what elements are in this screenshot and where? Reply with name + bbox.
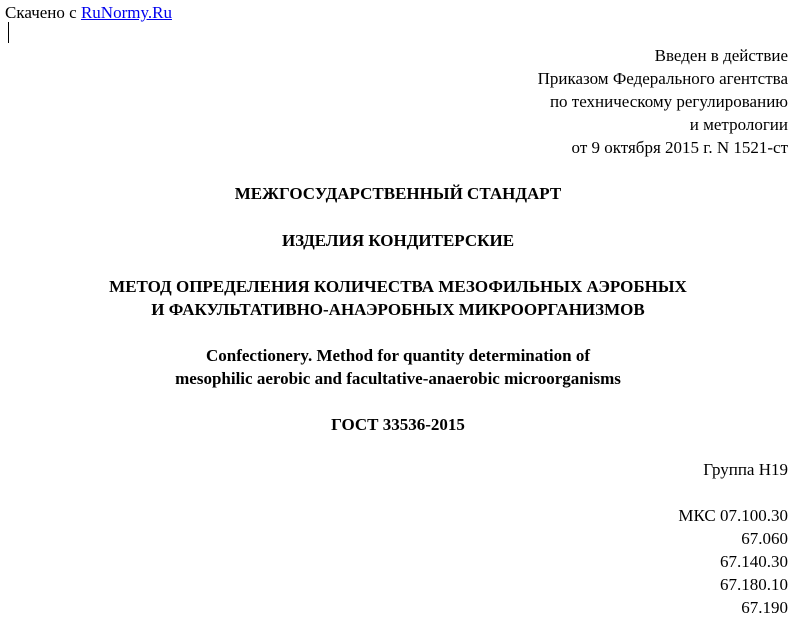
- intro-line: от 9 октября 2015 г. N 1521-ст: [571, 138, 788, 157]
- method-title: [0, 275, 790, 321]
- group-label: Группа Н19: [703, 460, 788, 479]
- gost-number: ГОСТ 33536-2015: [331, 415, 465, 434]
- mks-code: МКС 07.100.30: [678, 506, 788, 525]
- english-title-line: Confectionery. Method for quantity determination of: [205, 346, 591, 365]
- english-title: [0, 344, 790, 390]
- mks-codes: [678, 504, 788, 619]
- introduction-block: [538, 44, 788, 159]
- method-title-line: И ФАКУЛЬТАТИВНО-АНАЭРОБНЫХ МИКРООРГАНИЗМОВ: [151, 300, 645, 319]
- intro-line: по техническому регулированию: [549, 92, 788, 111]
- mks-code: 67.060: [741, 529, 788, 548]
- text-cursor: [8, 22, 9, 43]
- standard-type-heading: МЕЖГОСУДАРСТВЕННЫЙ СТАНДАРТ: [234, 184, 562, 203]
- runormy-link[interactable]: RuNormy.Ru: [80, 3, 172, 22]
- source-prefix: Скачено с: [5, 3, 77, 22]
- method-title-line: МЕТОД ОПРЕДЕЛЕНИЯ КОЛИЧЕСТВА МЕЗОФИЛЬНЫХ АЭРОБНЫХ: [109, 277, 687, 296]
- mks-code: 67.190: [741, 598, 788, 617]
- mks-code: 67.140.30: [720, 552, 788, 571]
- intro-line: Приказом Федерального агентства: [537, 69, 788, 88]
- product-heading: ИЗДЕЛИЯ КОНДИТЕРСКИЕ: [281, 231, 515, 250]
- intro-line: и метрологии: [689, 115, 788, 134]
- intro-line: Введен в действие: [654, 46, 788, 65]
- mks-code: 67.180.10: [720, 575, 788, 594]
- english-title-line: mesophilic aerobic and facultative-anaerobic microorganisms: [175, 369, 621, 388]
- source-line: [5, 1, 172, 24]
